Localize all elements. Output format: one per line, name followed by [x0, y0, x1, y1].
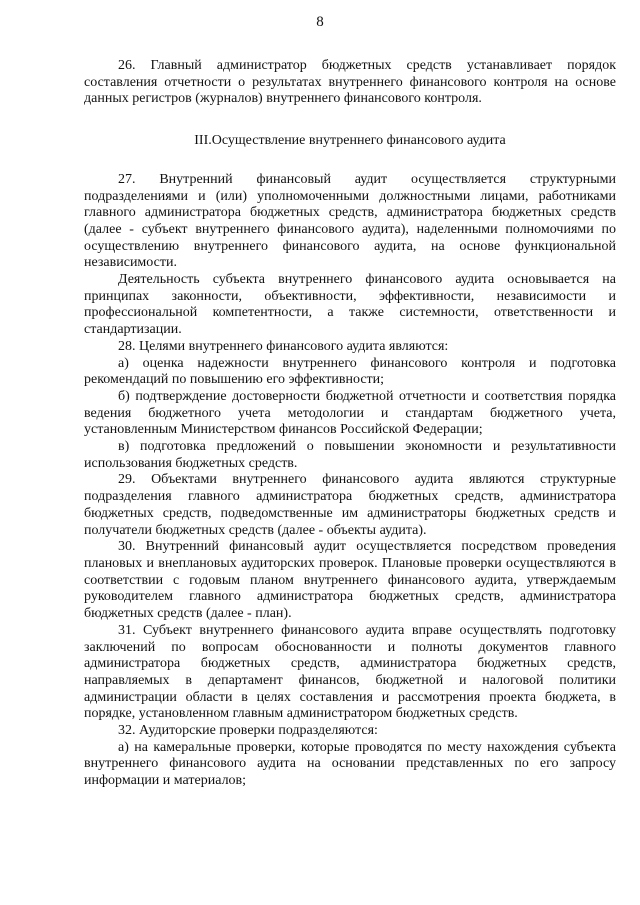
paragraph: Деятельность субъекта внутреннего финансового аудита основывается на принципах законности, объективности, эффективности, независимости и профессиональной компетентности, а также системности, ответственности и стандартизации.: [84, 272, 616, 338]
paragraphs-after: [84, 172, 616, 790]
paragraph: в) подготовка предложений о повышении экономности и результативности использования бюджетных средств.: [84, 439, 616, 471]
paragraph: 29. Объектами внутреннего финансового аудита являются структурные подразделения главного администратора бюджетных средств, администратора бюджетных средств, подведомственные им администраторы бюджетных средств и получатели бюджетных средств (далее - объекты аудита).: [84, 472, 616, 538]
paragraph: а) на камеральные проверки, которые проводятся по месту нахождения субъекта внутреннего финансового аудита на основании представленных по его запросу информации и материалов;: [84, 739, 616, 789]
paragraph: б) подтверждение достоверности бюджетной отчетности и соответствия порядка ведения бюджетного учета методологии и стандартам бюджетного учета, установленным Министерством финансов Российской Федерации;: [84, 388, 616, 438]
paragraph: 28. Целями внутреннего финансового аудита являются:: [118, 338, 449, 354]
document-body: [84, 58, 616, 790]
paragraph: 30. Внутренний финансовый аудит осуществляется посредством проведения плановых и внеплановых аудиторских проверок. Плановые проверки осуществляются в соответствии с годовым планом внутреннего финансового аудита, утверждаемым руководителем главного администратора бюджетных средств, администратора бюджетных средств (далее - план).: [84, 539, 616, 622]
paragraphs-before: [84, 58, 616, 108]
page-number: 8: [316, 14, 324, 30]
section-heading: III.Осуществление внутреннего финансового аудита: [194, 133, 506, 149]
paragraph: а) оценка надежности внутреннего финансового контроля и подготовка рекомендаций по повышению его эффективности;: [84, 355, 616, 388]
paragraph: 31. Субъект внутреннего финансового аудита вправе осуществлять подготовку заключений по вопросам обоснованности и полноты документов главного администратора бюджетных средств, администратора бюджетных средств, направляемых в департамент финансов, бюджетной и налоговой политики администрации области в целях составления и рассмотрения проекта бюджета, в порядке, установленном главным администратором бюджетных средств.: [84, 622, 616, 722]
paragraph: 27. Внутренний финансовый аудит осуществляется структурными подразделениями и (или) уполномоченными должностными лицами, работниками главного администратора бюджетных средств, администратора бюджетных средств (далее - субъект внутреннего финансового аудита), наделенными полномочиями по осуществлению внутреннего финансового аудита, на основе функциональной независимости.: [84, 171, 616, 271]
paragraph: 26. Главный администратор бюджетных средств устанавливает порядок составления отчетности о результатах внутреннего финансового контроля на основе данных регистров (журналов) внутреннего финансового контроля.: [84, 58, 616, 107]
paragraph: 32. Аудиторские проверки подразделяются:: [118, 723, 378, 739]
